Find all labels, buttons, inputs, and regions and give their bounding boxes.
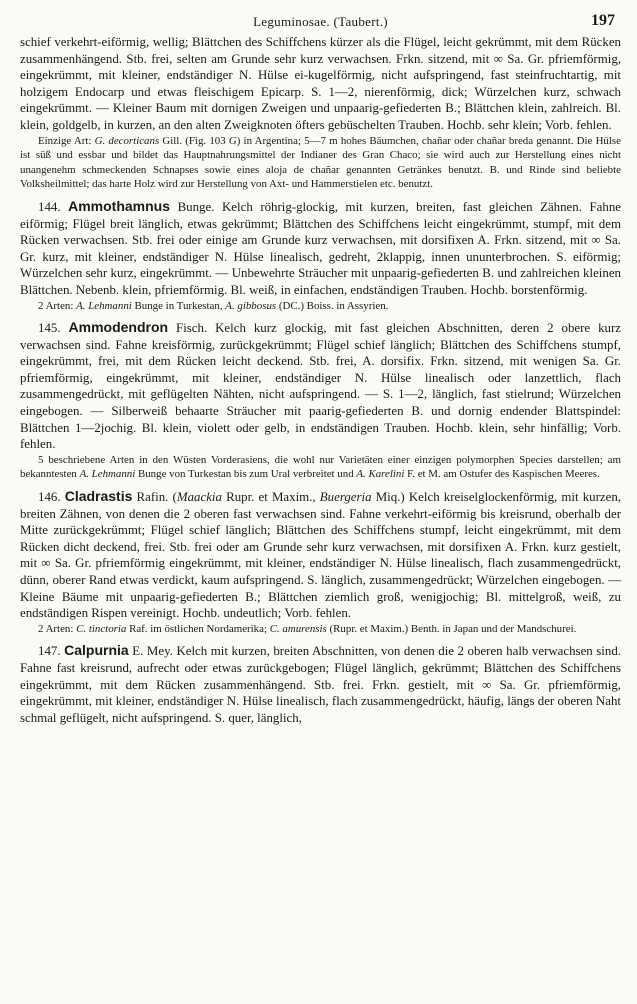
genus-description-paragraph bbox=[20, 198, 621, 299]
text-run: E. Mey. Kelch mit kurzen, breiten Abschnitten, von denen die 2 oberen halb verwachsen sind. Fahne fast kreisrund, aufrecht oder etwas zurückgebogen; Flügel länglich, gekrümmt; Blättchen des Schiffchens eingekrümmt, mit dem Rücken zusammenhängend. Stb. frei. Frkn. gestielt, mit ∞ Sa. Gr. pfriemförmig, eingekrümmt, mit kleiner, endständiger N. Hülse linealisch, flach zusammengedrückt, häufig, längs der oberen Naht schmal geflügelt, nicht aufspringend. S. quer, länglich, bbox=[20, 644, 621, 725]
taxon-italic: G bbox=[228, 134, 237, 147]
text-run: (Rupr. et Maxim.) Benth. in Japan und der Mandschurei. bbox=[326, 622, 577, 635]
text-run: Rupr. et Maxim., bbox=[221, 490, 320, 505]
taxon-italic: C. amurensis bbox=[269, 622, 327, 635]
genus-number: 144. bbox=[38, 199, 69, 214]
species-note-paragraph bbox=[20, 299, 621, 314]
genus-number: 146. bbox=[38, 490, 65, 505]
taxon-italic: A. gibbosus bbox=[225, 299, 277, 312]
genus-name: Ammothamnus bbox=[68, 197, 171, 214]
text-run: 5 beschriebene Arten in den Wüsten Vorderasiens, die wohl nur Varietäten einer einzigen polymorphen Species darstellen; am bekanntesten bbox=[20, 453, 621, 481]
text-run: schief verkehrt-eiförmig, wellig; Blättchen des Schiffchens kürzer als die Flügel, leicht gekrümmt, mit dem Rücken zusammenhängend. Stb. frei, selten am Grunde sehr kurz verwachsen. Frkn. sitzend, mit ∞ Sa. Gr. pfriemförmig, eingekrümmt, mit kleiner, endständiger N. Hülse ei-kugelförmig, nicht aufspringend, fast steinfruchtartig, mit holzigem Endocarp und etwas fleischigem Epicarp. S. 1—2, nierenförmig, dick; Würzelchen kurz, schwach eingekrümmt. — Kleiner Baum mit dornigen Zweigen und unpaarig-gefiederten B.; Blättchen klein, zahlreich. Bl. klein, goldgelb, in kurzen, an den alten Zweigknoten öfters gebüschelten Trauben. Hochb. sehr klein; Vorb. fehlen. bbox=[20, 35, 621, 132]
taxon-italic: A. Karelini bbox=[356, 468, 405, 481]
text-run: Bunge von Turkestan bis zum Ural verbreitet und bbox=[135, 468, 357, 481]
text-run: Fisch. Kelch kurz glockig, mit fast gleichen Abschnitten, deren 2 obere kurz verwachsen sind. Fahne kreisförmig, zurückgekrümmt; Flügel schief länglich; Blättchen des Schiffchens stumpf, eingekrümmt, frei, mit dem Rücken leicht deckend. Stb. frei, A. dorsifix. Frkn. sitzend, mit wenigen Sa. Gr. pfriemförmig, eingekrümmt, mit kleiner, endständiger N. Hülse linealisch oder lanzettlich, flach zusammengedrückt, mit geflügelten Nähten, nicht aufspringend. — S. 1—2, länglich, fast stielrund; Würzelchen eingebogen. — Silberweiß behaarte Sträucher mit paarig-gefiederten B. und dornig endender Blattspindel: Blättchen 1—2jochig. Bl. klein, violett oder gelb, in endständigen Trauben. Hochb. klein, sehr hinfällig; Vorb. fehlen. bbox=[20, 321, 622, 452]
genus-name: Calpurnia bbox=[64, 642, 129, 659]
genus-number: 145. bbox=[38, 321, 69, 336]
text-run: Miq.) Kelch kreiselglockenförmig, mit kurzen, breiten Zähnen, von denen die 2 oberen fast verwachsen sind. Fahne verkehrt-eiförmig bis kreisrund, oberhalb der Mitte zurückgekrümmt; Flügel schief länglich; Blättchen des Schiffchens stumpf, leicht eingekrümmt, mit dem Rücken dicht deckend, frei. Stb. frei oder am Grunde sehr kurz verwachsen, mit dorsifixen A. Frkn. kurz gestielt, mit ∞ Sa. Gr. pfriemförmig eingekrümmt, mit kleiner, endständiger N. Hülse linealisch, flach zusammengedrückt, dünn, oberer Rand etwas verdickt, kaum aufspringend. S. länglich, zusammengedrückt; Würzelchen eingebogen. — Kleine Bäume mit unpaarig-gefiederten B.; Blättchen ziemlich groß, wenigjochig; Bl. mittelgroß, weiß, zu endständigen Rispen vereinigt. Hochb. undeutlich; Vorb. fehlen. bbox=[20, 490, 622, 621]
taxon-italic: Buergeria bbox=[319, 490, 372, 505]
text-run: F. et M. am Ostufer des Kaspischen Meeres. bbox=[404, 468, 600, 481]
text-run: Bunge in Turkestan, bbox=[131, 299, 226, 312]
text-run: Bunge. Kelch röhrig-glockig, mit kurzen, breiten, fast gleichen Zähnen. Fahne eiförmig; Flügel breit länglich, etwas gekrümmt; Blättchen des Schiffchens leicht eingekrümmt, stumpf, mit dem Rücken verwachsen. Stb. frei oder einige am Grunde kurz verwachsen, mit dorsifixen A. Frkn. sitzend, mit ∞ Sa. Gr. kurz, mit kleiner, endständiger N. Hülse linealisch, gedreht, 2klappig, innen ununterbrochen. S. eiförmig; Würzelchen sehr kurz, eingekrümmt. — Unbewehrte Sträucher mit unpaarig-gefiederten B. und zahlreichen kleinen Blättchen. Nebenb. klein, pfriemförmig. Bl. weiß, in einfachen, endständigen Trauben. Hochb. borstenförmig. bbox=[20, 199, 621, 297]
genus-description-paragraph bbox=[20, 488, 621, 622]
text-run: Gill. (Fig. 103 bbox=[159, 134, 229, 147]
species-note-paragraph bbox=[20, 134, 621, 192]
taxon-italic: A. Lehmanni bbox=[76, 299, 132, 312]
genus-description-paragraph bbox=[20, 319, 621, 453]
text-run: 2 Arten: bbox=[38, 299, 77, 312]
body-text bbox=[20, 34, 621, 726]
page-number: 197 bbox=[591, 12, 615, 29]
genus-number: 147. bbox=[38, 644, 65, 659]
text-run: Einzige Art: bbox=[38, 134, 95, 147]
taxon-italic: C. tinctoria bbox=[76, 622, 127, 635]
genus-description-paragraph bbox=[20, 642, 621, 726]
text-run: 2 Arten: bbox=[38, 622, 77, 635]
taxon-italic: G. decorticans bbox=[94, 134, 160, 147]
running-header bbox=[20, 12, 621, 34]
genus-description-paragraph bbox=[20, 34, 621, 134]
running-header-title: Leguminosae. (Taubert.) bbox=[253, 14, 388, 29]
genus-name: Ammodendron bbox=[68, 319, 169, 336]
text-run: (DC.) Boiss. in Assyrien. bbox=[276, 299, 389, 312]
text-run: ) in Argentina; 5—7 m hohes Bäumchen, chañar oder chañar breda genannt. Die Hülse ist süß und essbar und bildet das Hauptnahrungsmittel der Indianer des Gran Chaco; sie wird auch zur Herstellung eines nicht unangenehm schmeckenden Schnapses sowie eines aloja de chañar genannten Getränkes benutzt. B. und Rinde sind beliebte Volksheilmittel; das harte Holz wird zur Herstellung von Axt- und Hammerstielen etc. benutzt. bbox=[20, 134, 621, 191]
species-note-paragraph bbox=[20, 453, 621, 482]
taxon-italic: Maackia bbox=[176, 490, 222, 505]
taxon-italic: A. Lehmanni bbox=[79, 468, 136, 481]
text-run: Raf. im östlichen Nordamerika; bbox=[126, 622, 270, 635]
genus-name: Cladrastis bbox=[64, 488, 133, 505]
species-note-paragraph bbox=[20, 622, 621, 637]
text-run: Rafin. ( bbox=[132, 490, 177, 505]
